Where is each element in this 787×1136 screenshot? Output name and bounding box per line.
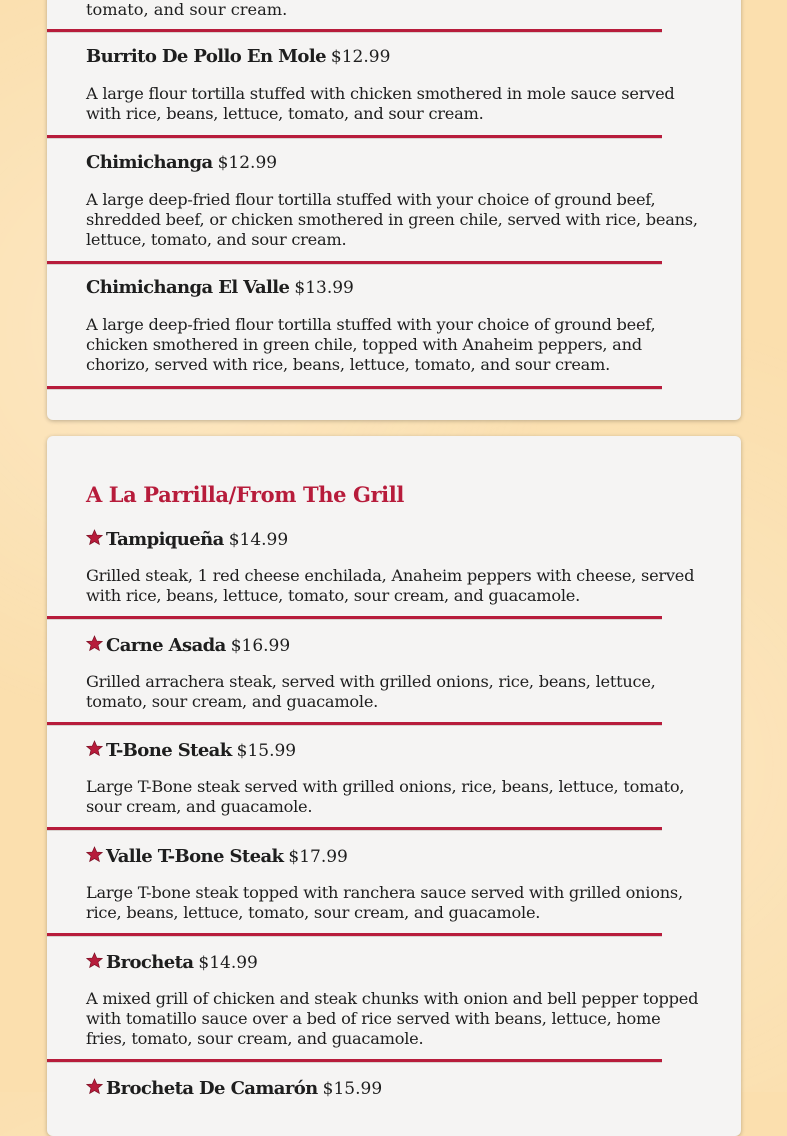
item-price: $15.99 bbox=[236, 741, 297, 761]
divider bbox=[47, 1059, 662, 1063]
menu-item-burrito-de-pollo-en-mole bbox=[86, 46, 701, 124]
section-title: A La Parrilla/From The Grill bbox=[86, 482, 404, 507]
item-price: $17.99 bbox=[288, 847, 348, 867]
menu-item-t-bone-steak bbox=[86, 739, 701, 817]
star-icon bbox=[86, 529, 103, 546]
divider bbox=[47, 386, 662, 390]
item-description: A large flour tortilla stuffed with chicken smothered in mole sauce served with rice, beans, lettuce, tomato, and sour cream. bbox=[86, 84, 675, 123]
menu-card-grill bbox=[47, 436, 741, 1136]
item-description: A large deep-fried flour tortilla stuffed with your choice of ground beef, shredded beef, or chicken smothered in green chile, served with rice, beans, lettuce, tomato, and sour cream. bbox=[86, 190, 698, 249]
star-icon bbox=[86, 635, 103, 652]
menu-item-tampiquena bbox=[86, 528, 701, 606]
divider bbox=[47, 29, 662, 33]
menu-item-valle-t-bone-steak bbox=[86, 845, 701, 923]
item-name: Burrito De Pollo En Mole bbox=[86, 46, 326, 67]
item-price: $16.99 bbox=[230, 636, 291, 656]
item-description: Grilled steak, 1 red cheese enchilada, Anaheim peppers with cheese, served with rice, beans, lettuce, tomato, sour cream, and guacamole. bbox=[86, 566, 695, 605]
item-name: Brocheta De Camarón bbox=[106, 1078, 318, 1099]
item-description: Large T-Bone steak served with grilled onions, rice, beans, lettuce, tomato, sour cream, and guacamole. bbox=[86, 777, 685, 816]
item-name: Valle T-Bone Steak bbox=[106, 846, 284, 867]
item-price: $12.99 bbox=[217, 153, 278, 173]
item-description: Grilled arrachera steak, served with grilled onions, rice, beans, lettuce, tomato, sour cream, and guacamole. bbox=[86, 672, 656, 711]
item-description-partial: tomato, and sour cream. bbox=[86, 0, 288, 19]
star-icon bbox=[86, 1078, 103, 1095]
item-description: A mixed grill of chicken and steak chunks with onion and bell pepper topped with tomatillo sauce over a bed of rice served with beans, lettuce, home fries, tomato, sour cream, and guacamole. bbox=[86, 989, 699, 1048]
menu-item-chimichanga bbox=[86, 152, 701, 250]
menu-item-carne-asada bbox=[86, 634, 701, 712]
item-name: Carne Asada bbox=[106, 635, 226, 656]
item-name: T-Bone Steak bbox=[106, 740, 232, 761]
item-price: $13.99 bbox=[294, 278, 354, 298]
item-price: $15.99 bbox=[322, 1079, 383, 1099]
item-price: $12.99 bbox=[330, 47, 391, 67]
item-name: Chimichanga bbox=[86, 152, 213, 173]
menu-card-burritos bbox=[47, 0, 741, 420]
divider bbox=[47, 135, 662, 139]
item-description: Large T-bone steak topped with ranchera sauce served with grilled onions, rice, beans, lettuce, tomato, sour cream, and guacamole. bbox=[86, 883, 683, 922]
menu-item-brocheta bbox=[86, 951, 701, 1049]
menu-item-brocheta-de-camaron bbox=[86, 1077, 701, 1103]
item-name: Brocheta bbox=[106, 952, 194, 973]
divider bbox=[47, 827, 662, 831]
star-icon bbox=[86, 952, 103, 969]
item-name: Chimichanga El Valle bbox=[86, 277, 290, 298]
menu-item-chimichanga-el-valle bbox=[86, 277, 701, 375]
divider bbox=[47, 616, 662, 620]
item-price: $14.99 bbox=[228, 530, 289, 550]
item-price: $14.99 bbox=[198, 953, 258, 973]
item-description: A large deep-fried flour tortilla stuffed with your choice of ground beef, chicken smothered in green chile, topped with Anaheim peppers, and chorizo, served with rice, beans, lettuce, tomato, and sour cream. bbox=[86, 315, 656, 374]
divider bbox=[47, 261, 662, 265]
star-icon bbox=[86, 846, 103, 863]
item-name: Tampiqueña bbox=[106, 529, 224, 550]
divider bbox=[47, 933, 662, 937]
divider bbox=[47, 722, 662, 726]
star-icon bbox=[86, 740, 103, 757]
